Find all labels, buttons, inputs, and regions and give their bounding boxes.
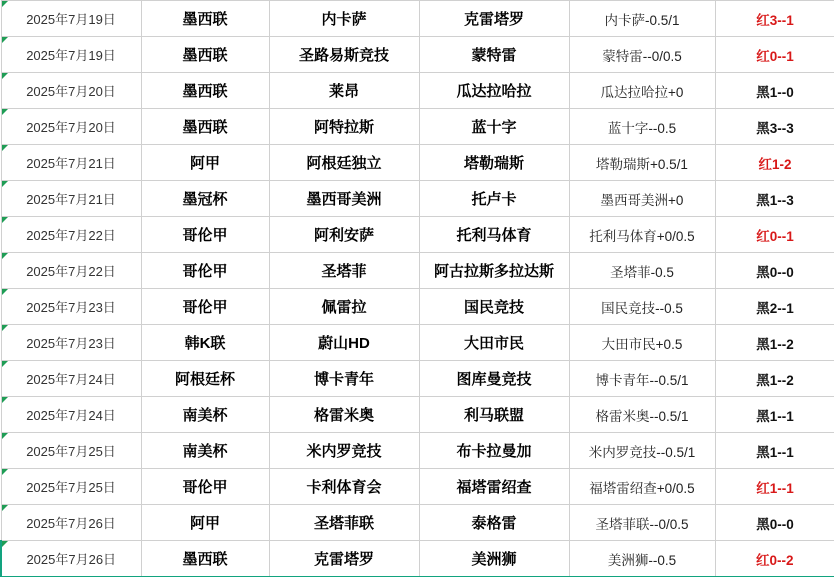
cell-home-team[interactable]: 蔚山HD — [269, 325, 419, 361]
cell-league[interactable]: 哥伦甲 — [141, 469, 269, 505]
cell-handicap[interactable]: 托利马体育+0/0.5 — [569, 217, 715, 253]
cell-home-team[interactable]: 阿特拉斯 — [269, 109, 419, 145]
cell-date[interactable]: 2025年7月24日 — [1, 397, 141, 433]
cell-handicap[interactable]: 塔勒瑞斯+0.5/1 — [569, 145, 715, 181]
cell-date[interactable]: 2025年7月24日 — [1, 361, 141, 397]
cell-handicap[interactable]: 内卡萨-0.5/1 — [569, 1, 715, 37]
cell-handicap[interactable]: 蒙特雷--0/0.5 — [569, 37, 715, 73]
cell-home-team[interactable]: 墨西哥美洲 — [269, 181, 419, 217]
cell-home-team[interactable]: 卡利体育会 — [269, 469, 419, 505]
cell-league[interactable]: 阿甲 — [141, 505, 269, 541]
cell-handicap[interactable]: 圣塔菲-0.5 — [569, 253, 715, 289]
cell-away-team[interactable]: 美洲狮 — [419, 541, 569, 577]
cell-league[interactable]: 哥伦甲 — [141, 289, 269, 325]
table-row[interactable] — [1, 73, 834, 109]
cell-home-team[interactable]: 克雷塔罗 — [269, 541, 419, 577]
cell-date[interactable]: 2025年7月19日 — [1, 1, 141, 37]
table-row[interactable] — [1, 1, 834, 37]
cell-handicap[interactable]: 格雷米奥--0.5/1 — [569, 397, 715, 433]
table-row[interactable] — [1, 469, 834, 505]
cell-score[interactable]: 红3--1 — [715, 1, 834, 37]
cell-away-team[interactable]: 塔勒瑞斯 — [419, 145, 569, 181]
cell-away-team[interactable]: 国民竞技 — [419, 289, 569, 325]
cell-score[interactable]: 红1-2 — [715, 145, 834, 181]
table-row[interactable] — [1, 289, 834, 325]
cell-away-team[interactable]: 福塔雷绍查 — [419, 469, 569, 505]
cell-date[interactable]: 2025年7月21日 — [1, 145, 141, 181]
cell-score[interactable]: 红1--1 — [715, 469, 834, 505]
cell-date[interactable]: 2025年7月23日 — [1, 289, 141, 325]
cell-handicap[interactable]: 国民竞技--0.5 — [569, 289, 715, 325]
table-row[interactable] — [1, 253, 834, 289]
cell-score[interactable]: 红0--1 — [715, 37, 834, 73]
cell-away-team[interactable]: 克雷塔罗 — [419, 1, 569, 37]
cell-home-team[interactable]: 圣塔菲 — [269, 253, 419, 289]
cell-league[interactable]: 阿根廷杯 — [141, 361, 269, 397]
cell-handicap[interactable]: 圣塔菲联--0/0.5 — [569, 505, 715, 541]
cell-league[interactable]: 墨西联 — [141, 37, 269, 73]
cell-handicap[interactable]: 美洲狮--0.5 — [569, 541, 715, 577]
cell-league[interactable]: 墨冠杯 — [141, 181, 269, 217]
cell-away-team[interactable]: 瓜达拉哈拉 — [419, 73, 569, 109]
cell-home-team[interactable]: 圣塔菲联 — [269, 505, 419, 541]
cell-handicap[interactable]: 大田市民+0.5 — [569, 325, 715, 361]
cell-date[interactable]: 2025年7月20日 — [1, 109, 141, 145]
cell-score[interactable]: 黑1--2 — [715, 325, 834, 361]
cell-date[interactable]: 2025年7月26日 — [1, 541, 141, 577]
cell-away-team[interactable]: 大田市民 — [419, 325, 569, 361]
cell-date[interactable]: 2025年7月25日 — [1, 433, 141, 469]
cell-score[interactable]: 黑1--0 — [715, 73, 834, 109]
cell-away-team[interactable]: 阿古拉斯多拉达斯 — [419, 253, 569, 289]
cell-date[interactable]: 2025年7月25日 — [1, 469, 141, 505]
cell-home-team[interactable]: 佩雷拉 — [269, 289, 419, 325]
cell-date[interactable]: 2025年7月20日 — [1, 73, 141, 109]
cell-away-team[interactable]: 布卡拉曼加 — [419, 433, 569, 469]
cell-league[interactable]: 墨西联 — [141, 73, 269, 109]
cell-score[interactable]: 黑0--0 — [715, 505, 834, 541]
cell-league[interactable]: 韩K联 — [141, 325, 269, 361]
cell-score[interactable]: 黑2--1 — [715, 289, 834, 325]
cell-date[interactable]: 2025年7月19日 — [1, 37, 141, 73]
cell-home-team[interactable]: 博卡青年 — [269, 361, 419, 397]
table-row[interactable] — [1, 37, 834, 73]
cell-league[interactable]: 墨西联 — [141, 541, 269, 577]
cell-away-team[interactable]: 泰格雷 — [419, 505, 569, 541]
cell-score[interactable]: 红0--2 — [715, 541, 834, 577]
cell-date[interactable]: 2025年7月26日 — [1, 505, 141, 541]
cell-score[interactable]: 黑3--3 — [715, 109, 834, 145]
cell-league[interactable]: 阿甲 — [141, 145, 269, 181]
cell-away-team[interactable]: 图库曼竞技 — [419, 361, 569, 397]
cell-league[interactable]: 哥伦甲 — [141, 217, 269, 253]
cell-handicap[interactable]: 博卡青年--0.5/1 — [569, 361, 715, 397]
table-row[interactable] — [1, 181, 834, 217]
cell-handicap[interactable]: 瓜达拉哈拉+0 — [569, 73, 715, 109]
cell-score[interactable]: 黑1--3 — [715, 181, 834, 217]
table-row[interactable] — [1, 109, 834, 145]
cell-away-team[interactable]: 蓝十字 — [419, 109, 569, 145]
cell-handicap[interactable]: 墨西哥美洲+0 — [569, 181, 715, 217]
cell-league[interactable]: 墨西联 — [141, 109, 269, 145]
cell-league[interactable]: 墨西联 — [141, 1, 269, 37]
cell-league[interactable]: 哥伦甲 — [141, 253, 269, 289]
cell-league[interactable]: 南美杯 — [141, 433, 269, 469]
cell-date[interactable]: 2025年7月22日 — [1, 253, 141, 289]
cell-date[interactable]: 2025年7月21日 — [1, 181, 141, 217]
cell-away-team[interactable]: 托利马体育 — [419, 217, 569, 253]
cell-away-team[interactable]: 蒙特雷 — [419, 37, 569, 73]
cell-home-team[interactable]: 圣路易斯竞技 — [269, 37, 419, 73]
cell-away-team[interactable]: 利马联盟 — [419, 397, 569, 433]
cell-league[interactable]: 南美杯 — [141, 397, 269, 433]
cell-home-team[interactable]: 格雷米奥 — [269, 397, 419, 433]
cell-score[interactable]: 黑1--1 — [715, 433, 834, 469]
cell-away-team[interactable]: 托卢卡 — [419, 181, 569, 217]
cell-handicap[interactable]: 福塔雷绍查+0/0.5 — [569, 469, 715, 505]
cell-score[interactable]: 黑1--2 — [715, 361, 834, 397]
cell-home-team[interactable]: 莱昂 — [269, 73, 419, 109]
table-row[interactable] — [1, 505, 834, 541]
cell-home-team[interactable]: 米内罗竞技 — [269, 433, 419, 469]
cell-score[interactable]: 红0--1 — [715, 217, 834, 253]
table-row[interactable] — [1, 361, 834, 397]
cell-handicap[interactable]: 米内罗竞技--0.5/1 — [569, 433, 715, 469]
cell-date[interactable]: 2025年7月23日 — [1, 325, 141, 361]
cell-date[interactable]: 2025年7月22日 — [1, 217, 141, 253]
cell-home-team[interactable]: 阿根廷独立 — [269, 145, 419, 181]
cell-home-team[interactable]: 阿利安萨 — [269, 217, 419, 253]
cell-score[interactable]: 黑1--1 — [715, 397, 834, 433]
table-row[interactable] — [1, 325, 834, 361]
table-row[interactable] — [1, 433, 834, 469]
cell-score[interactable]: 黑0--0 — [715, 253, 834, 289]
table-row[interactable] — [1, 397, 834, 433]
cell-handicap[interactable]: 蓝十字--0.5 — [569, 109, 715, 145]
table-row[interactable] — [1, 145, 834, 181]
table-row[interactable] — [1, 217, 834, 253]
cell-home-team[interactable]: 内卡萨 — [269, 1, 419, 37]
